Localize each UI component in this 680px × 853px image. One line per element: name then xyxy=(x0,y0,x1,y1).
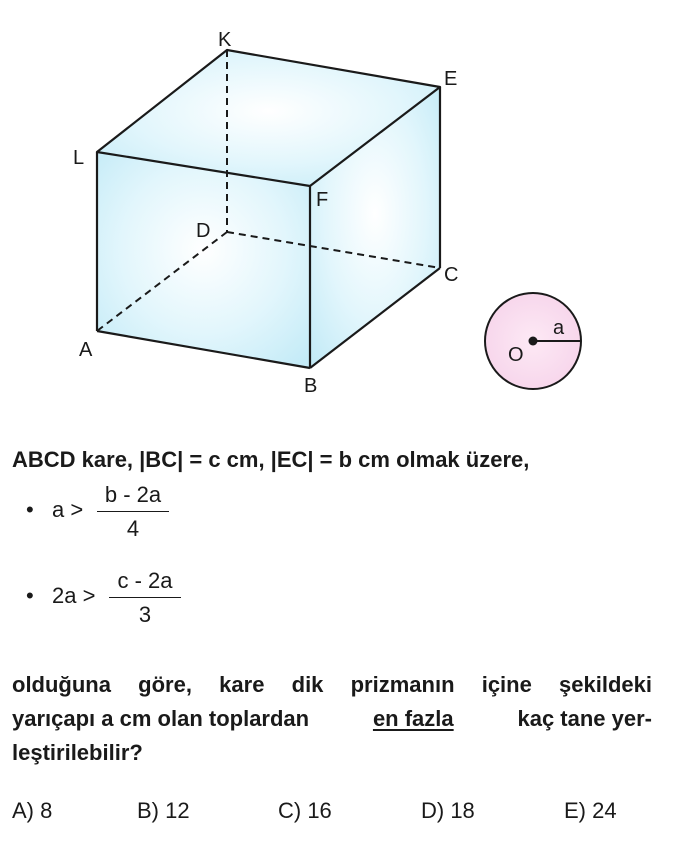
option-c[interactable]: C) 16 xyxy=(278,798,332,823)
question-line-3 xyxy=(12,736,652,770)
vertex-label-k: K xyxy=(218,29,232,51)
vertex-label-b: B xyxy=(304,375,318,397)
condition-2-fraction xyxy=(109,568,181,628)
option-a[interactable]: A) 8 xyxy=(12,798,53,823)
option-e[interactable]: E) 24 xyxy=(564,798,617,823)
option-b[interactable]: B) 12 xyxy=(137,798,190,823)
vertex-label-e: E xyxy=(444,68,458,90)
question-word: olduğuna xyxy=(12,672,111,697)
question-line-2-start: yarıçapı a cm olan toplardan xyxy=(12,706,310,731)
question-line-2-end: kaç tane yer- xyxy=(517,706,652,731)
question-line-2 xyxy=(12,702,652,736)
question-word: dik xyxy=(291,672,324,697)
ball-radius-label: a xyxy=(553,317,565,339)
condition-1-lhs: a > xyxy=(52,497,84,522)
vertex-label-f: F xyxy=(316,189,329,211)
ball-center-label: O xyxy=(508,344,524,366)
question-word: göre, xyxy=(138,672,192,697)
condition-2-lhs: 2a > xyxy=(52,583,96,608)
ball-figure xyxy=(485,293,581,389)
vertex-label-d: D xyxy=(196,220,211,242)
question-line-1 xyxy=(12,668,652,702)
vertex-label-c: C xyxy=(444,264,459,286)
question-word: kare xyxy=(219,672,265,697)
question-word: şekildeki xyxy=(559,672,652,697)
option-d[interactable]: D) 18 xyxy=(421,798,475,823)
bullet-2: • xyxy=(26,583,34,608)
question-word: prizmanın xyxy=(350,672,455,697)
condition-1-fraction xyxy=(97,482,169,542)
condition-1-numerator: b - 2a xyxy=(97,482,169,512)
question-line-3-text: leştirilebilir? xyxy=(12,740,143,765)
question-word: içine xyxy=(481,672,532,697)
condition-2-numerator: c - 2a xyxy=(109,568,181,598)
condition-2-denominator: 3 xyxy=(138,602,152,627)
bullet-1: • xyxy=(26,497,34,522)
vertex-label-a: A xyxy=(79,339,93,361)
given-statement: ABCD kare, |BC| = c cm, |EC| = b cm olmak üzere, xyxy=(12,447,530,472)
condition-1-denominator: 4 xyxy=(126,516,140,541)
ball-center-dot xyxy=(529,337,538,346)
vertex-label-l: L xyxy=(73,147,85,169)
prism-figure xyxy=(0,0,680,420)
question-emphasis: en fazla xyxy=(372,706,454,731)
question-text xyxy=(12,668,652,770)
